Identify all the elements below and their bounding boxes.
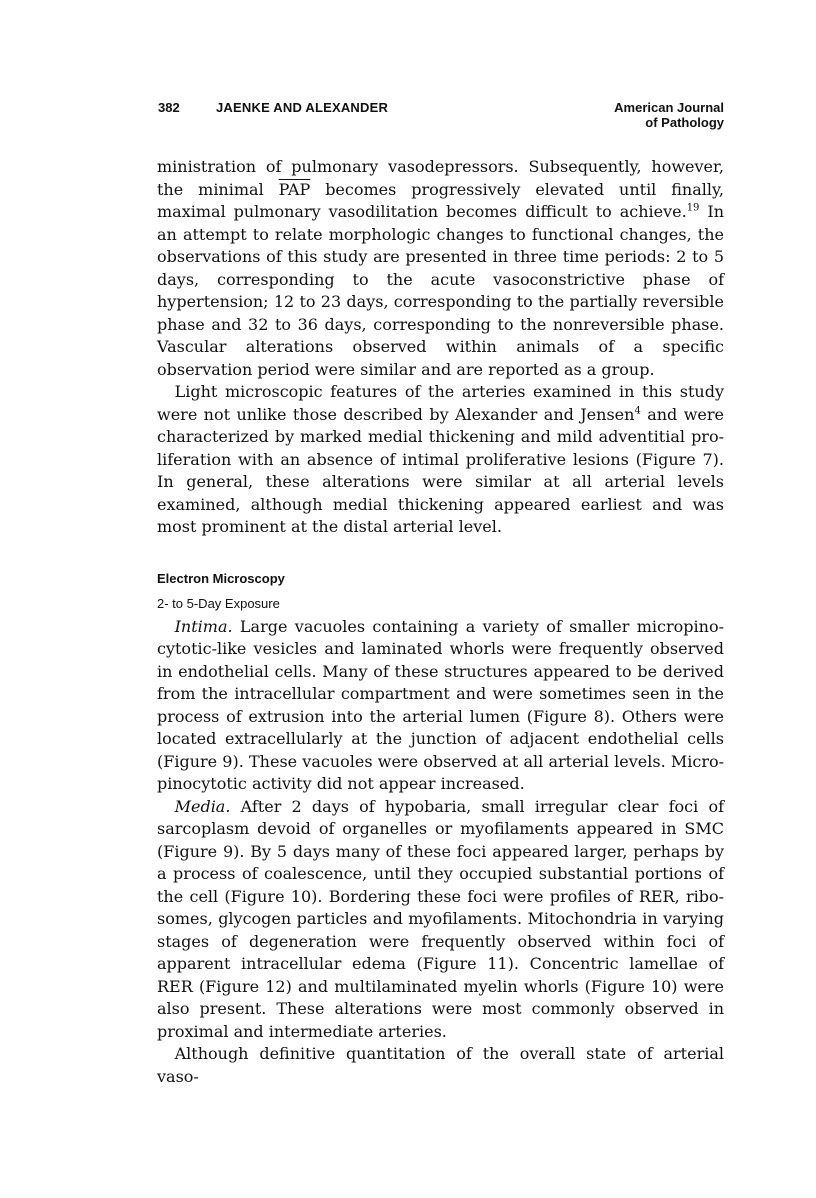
journal-title-line1: American Journal (614, 100, 724, 115)
reference-marker: 4 (634, 405, 641, 417)
journal-title (614, 100, 724, 130)
media-label: Media. (174, 796, 231, 816)
intima-label: Intima. (174, 616, 233, 636)
paragraph-light-microscopy: Light microscopic features of the arteries examined in this study were not unlike those described by Alexander and Jensen$^4$ and were characterized by marked medial thickening and mild adventitial proliferation with an absence of intimal proliferative lesions (Figure 7). In general, these alterations were similar at all arterial levels examined, although medial thickening appeared earliest and was most prominent at the distal arterial level. (157, 382, 724, 536)
paragraph-final: Although definitive quantitation of the overall state of arterial vaso- (157, 1044, 724, 1086)
pap-abbreviation: $\overline{PAP}$ (278, 179, 311, 199)
paragraph-media: Media. After 2 days of hypobaria, small irregular clear foci of sarcoplasm devoid of organelles or myofilaments appeared in SMC (Figure 9). By 5 days many of these foci appeared larger, perhaps by a process of coalescence, until they occupied substantial portions of the cell (Figure 10). Bordering these foci were profiles of RER, ribosomes, glycogen particles and myofilaments. Mitochondria in varying stages of degeneration were frequently observed within foci of apparent intracellular edema (Figure 11). Concentric lamellae of RER (Figure 12) and multilaminated myelin whorls (Figure 10) were also present. These alterations were most commonly observed in proximal and intermediate arteries. (157, 796, 724, 1041)
reference-marker: 19 (686, 202, 700, 214)
article-body (157, 156, 724, 1088)
page-number: 382 (158, 100, 180, 115)
paragraph-continuation: ministration of pulmonary vasodepressors. Subsequently, however, the minimal $\overline{PAP}$ becomes progressively elevated until finally, maximal pulmonary vasodilitation becomes difficult to achieve.$^{19}$ In an attempt to relate morphologic changes to functional changes, the observations of this study are presented in three time periods: 2 to 5 days, corresponding to the acute vasoconstrictive phase of hypertension; 12 to 23 days, corresponding to the partially reversible phase and 32 to 36 days, corresponding to the nonreversible phase. Vascular alterations observed within animals of a specific observation period were similar and are reported as a group. (157, 157, 724, 379)
journal-title-line2: of Pathology (645, 115, 724, 130)
running-head-authors: JAENKE AND ALEXANDER (216, 100, 389, 115)
section-heading: Electron Microscopy (157, 570, 285, 586)
paragraph-intima: Intima. Large vacuoles containing a variety of smaller micropinocytotic-like vesicles and laminated whorls were frequently observed in endothelial cells. Many of these structures appeared to be derived from the intracellular compartment and were sometimes seen in the process of extrusion into the arterial lumen (Figure 8). Others were located extracellularly at the junction of adjacent endothelial cells (Figure 9). These vacuoles were observed at all arterial levels. Micropinocytotic activity did not appear increased. (157, 616, 724, 793)
subsection-heading: 2- to 5-Day Exposure (157, 595, 280, 611)
